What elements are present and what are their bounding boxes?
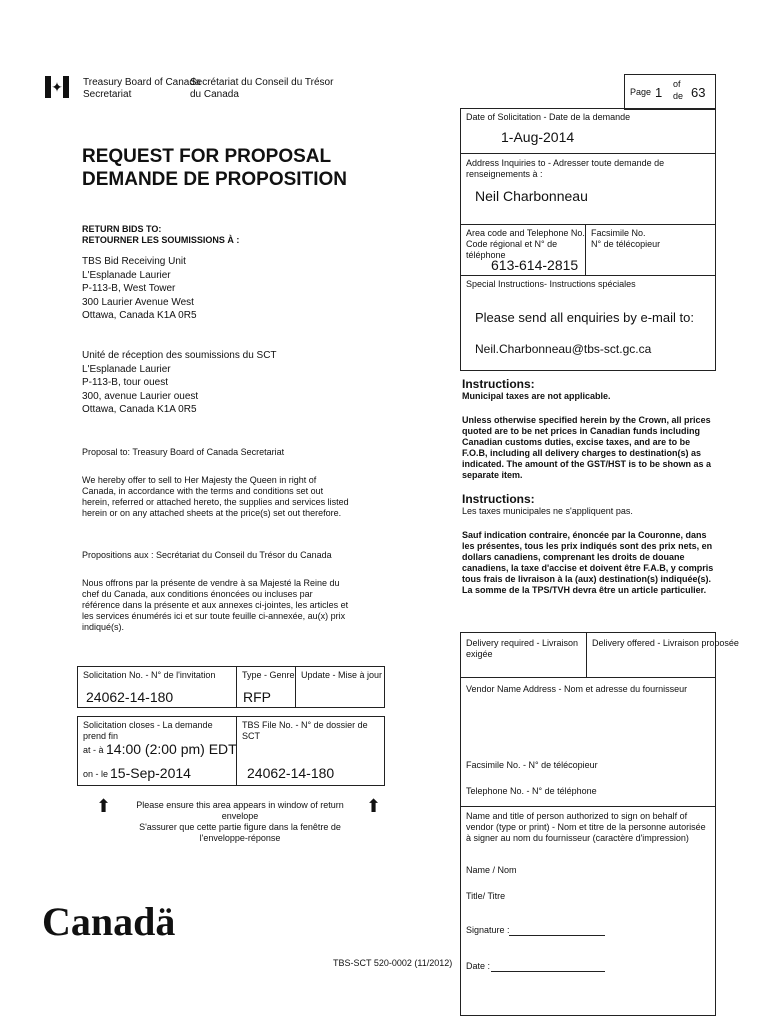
closing-time: 14:00 (2:00 pm) EDT xyxy=(106,741,237,757)
closing-date: 15-Sep-2014 xyxy=(110,765,191,781)
maple-leaf-icon: ✦ xyxy=(51,79,63,95)
arrow-up-right-icon: ⬆ xyxy=(366,796,382,816)
vendor-name-field[interactable]: Vendor Name Address - Nom et adresse du fournisseur xyxy=(466,684,688,694)
signature-label: Signature : xyxy=(466,925,510,935)
tbs-file-box: TBS File No. - N° de dossier de SCT 24062-14-180 xyxy=(236,716,385,786)
instructions-heading-en: Instructions: xyxy=(462,377,535,391)
type-box: Type - Genre RFP xyxy=(236,666,296,708)
date-label: Date : xyxy=(466,961,491,971)
canada-wordmark: Canadä xyxy=(42,899,176,944)
special-instructions-box: Special Instructions- Instructions spéciales Please send all enquiries by e-mail to: Neil.Charbonneau@tbs-sct.gc.ca xyxy=(460,275,716,371)
instructions-body-en: Unless otherwise specified herein by the Crown, all prices quoted are to be net prices in Canadian funds including Canadian customs duties, excise taxes, and are to be F.O.B, including all delivery charges to destination(s) as indicated. The amount of the GST/HST is to be shown as a separate item. xyxy=(462,415,712,480)
proposal-to-fr: Propositions aux : Secrétariat du Conseil du Trésor du Canada xyxy=(82,550,332,560)
org-name-en: Treasury Board of Canada Secretariat xyxy=(83,77,201,100)
phone-number: 613-614-2815 xyxy=(491,257,579,273)
delivery-required-box[interactable]: Delivery required - Livraison exigée xyxy=(460,632,587,678)
solicitation-number: 24062-14-180 xyxy=(86,689,174,705)
offer-text-fr: Nous offrons par la présente de vendre à sa Majesté la Reine du chef du Canada, aux conditions énoncées ou incluses par référence dans la présente et aux annexes ci-jointes, les articles et les services énumérés ici et sur toute feuille ci-annexée, au(x) prix indiqué(s). xyxy=(82,578,349,632)
instructions-body-fr: Sauf indication contraire, énoncée par la Couronne, dans les présentes, tous les prix indiqués sont des prix nets, en dollars canadiens, comprenant les droits de douane canadiens, la taxe d'accise et doivent être F.A.B, y compris tous frais de livraison à la (aux) destination(s) indiquée(s). La somme de la TPS/TVH devra être un article particulier. xyxy=(462,530,714,595)
arrow-up-left-icon: ⬆ xyxy=(96,796,112,816)
window-note: Please ensure this area appears in window of return envelope S'assurer que cette partie figure dans la fenêtre de l'enveloppe-réponse xyxy=(136,800,344,843)
type-value: RFP xyxy=(243,689,271,705)
fax-box: Facsimile No. N° de télécopieur xyxy=(585,224,716,276)
contact-name: Neil Charbonneau xyxy=(475,188,588,204)
closing-box: Solicitation closes - La demande prend fin at - à 14:00 (2:00 pm) EDT on - le 15-Sep-2014 xyxy=(77,716,237,786)
phone-box: Area code and Telephone No. Code régional et N° de téléphone 613-614-2815 xyxy=(460,224,586,276)
solicitation-date: 1-Aug-2014 xyxy=(501,129,575,145)
inquiries-box: Address Inquiries to - Adresser toute demande de renseignements à : Neil Charbonneau xyxy=(460,153,716,225)
return-bids-heading: RETURN BIDS TO: RETOURNER LES SOUMISSIONS À : xyxy=(82,224,240,245)
solicitation-date-box: Date of Solicitation - Date de la demande 1-Aug-2014 xyxy=(460,108,716,154)
canada-flag-logo xyxy=(45,76,69,98)
vendor-details-box xyxy=(460,677,716,807)
return-address-en: TBS Bid Receiving Unit L'Esplanade Laurier P-113-B, West Tower 300 Laurier Avenue West Ottawa, Canada K1A 0R5 xyxy=(82,256,197,321)
vendor-fax-field[interactable]: Facsimile No. - N° de télécopieur xyxy=(466,760,598,770)
signature-line[interactable] xyxy=(509,935,605,936)
municipal-taxes-fr: Les taxes municipales ne s'appliquent pas. xyxy=(462,506,633,516)
tbs-file-number: 24062-14-180 xyxy=(247,765,335,781)
form-number: TBS-SCT 520-0002 (11/2012) xyxy=(333,958,453,968)
municipal-taxes-en: Municipal taxes are not applicable. xyxy=(462,391,611,401)
special-instruction-text: Please send all enquiries by e-mail to: xyxy=(475,310,694,325)
vendor-phone-field[interactable]: Telephone No. - N° de téléphone xyxy=(466,786,597,796)
offer-text-en: We hereby offer to sell to Her Majesty the Queen in right of Canada, in accordance with the terms and conditions set out herein, referred or attached hereto, the supplies and services listed herein or on any attached sheets at the price(s) set out therefore. xyxy=(82,475,349,518)
page-number-box: Page 1 of de 63 xyxy=(624,74,716,110)
document-title: REQUEST FOR PROPOSAL DEMANDE DE PROPOSITION xyxy=(82,146,347,190)
solicitation-number-box: Solicitation No. - N° de l'invitation 24062-14-180 xyxy=(77,666,237,708)
instructions-heading-fr: Instructions: xyxy=(462,492,535,506)
delivery-offered-box[interactable]: Delivery offered - Livraison proposée xyxy=(586,632,716,678)
return-address-fr: Unité de réception des soumissions du SCT L'Esplanade Laurier P-113-B, tour ouest 300, avenue Laurier ouest Ottawa, Canada K1A 0R5 xyxy=(82,350,277,415)
proposal-to-en: Proposal to: Treasury Board of Canada Secretariat xyxy=(82,447,285,457)
org-name-fr: Secrétariat du Conseil du Trésor du Canada xyxy=(190,77,334,100)
contact-email[interactable]: Neil.Charbonneau@tbs-sct.gc.ca xyxy=(475,342,652,356)
authorized-signer-box: Name and title of person authorized to sign on behalf of vendor (type or print) - Nom et titre de la personne autorisée à signer au nom du fournisseur (caractère d'impression) Name / Nom Title/ Titre Signature : Date : xyxy=(460,806,716,1016)
signer-name-field[interactable]: Name / Nom xyxy=(466,865,517,875)
date-line[interactable] xyxy=(491,971,605,972)
update-box: Update - Mise à jour xyxy=(295,666,385,708)
signer-title-field[interactable]: Title/ Titre xyxy=(466,891,506,901)
